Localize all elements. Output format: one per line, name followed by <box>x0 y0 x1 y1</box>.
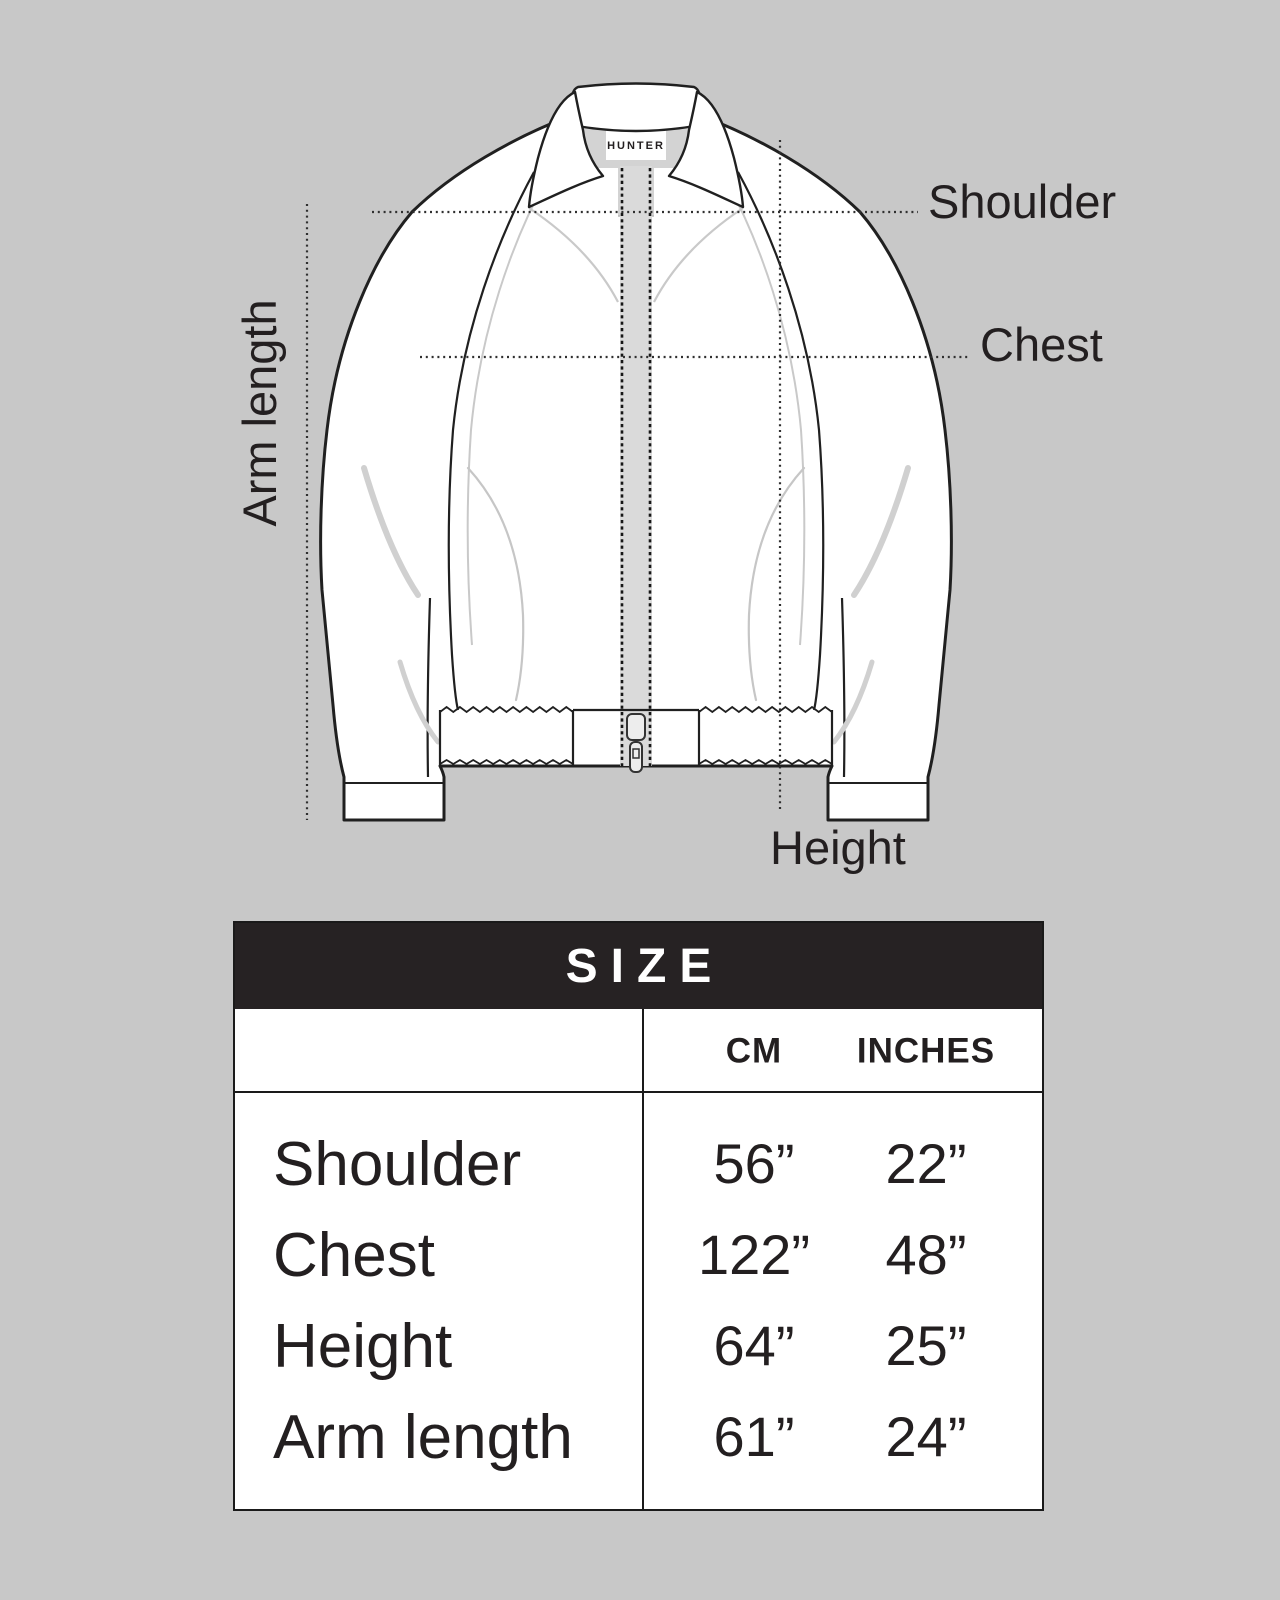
brand-label-text: HUNTER <box>607 140 665 152</box>
row-value-inches: 22” <box>885 1131 967 1195</box>
size-table-subheader <box>235 1009 1042 1093</box>
row-value-cm: 56” <box>713 1131 795 1195</box>
row-label: Height <box>273 1312 453 1381</box>
height-label: Height <box>770 821 906 874</box>
zipper <box>620 166 652 766</box>
row-value-inches: 24” <box>885 1404 967 1468</box>
size-table-title: SIZE <box>565 939 725 993</box>
arm-length-label: Arm length <box>233 299 286 527</box>
row-label: Arm length <box>273 1403 573 1472</box>
row-value-cm: 61” <box>713 1404 795 1468</box>
size-table <box>233 921 1044 1511</box>
row-value-cm: 64” <box>713 1313 795 1377</box>
table-row-shoulder <box>235 1119 1042 1210</box>
column-header-cm: CM <box>725 1031 783 1071</box>
row-value-inches: 48” <box>885 1222 967 1286</box>
shoulder-label: Shoulder <box>928 175 1117 228</box>
table-row-chest <box>235 1210 1042 1301</box>
size-table-header <box>235 923 1042 1009</box>
chest-label: Chest <box>980 318 1103 371</box>
brand-label <box>606 128 666 160</box>
row-label: Shoulder <box>273 1130 522 1199</box>
table-row-arm-length <box>235 1392 1042 1483</box>
size-table-body <box>235 1093 1042 1483</box>
row-value-cm: 122” <box>697 1222 811 1286</box>
row-label: Chest <box>273 1221 435 1290</box>
row-value-inches: 25” <box>885 1313 967 1377</box>
table-row-height <box>235 1301 1042 1392</box>
column-header-inches: INCHES <box>856 1031 996 1071</box>
